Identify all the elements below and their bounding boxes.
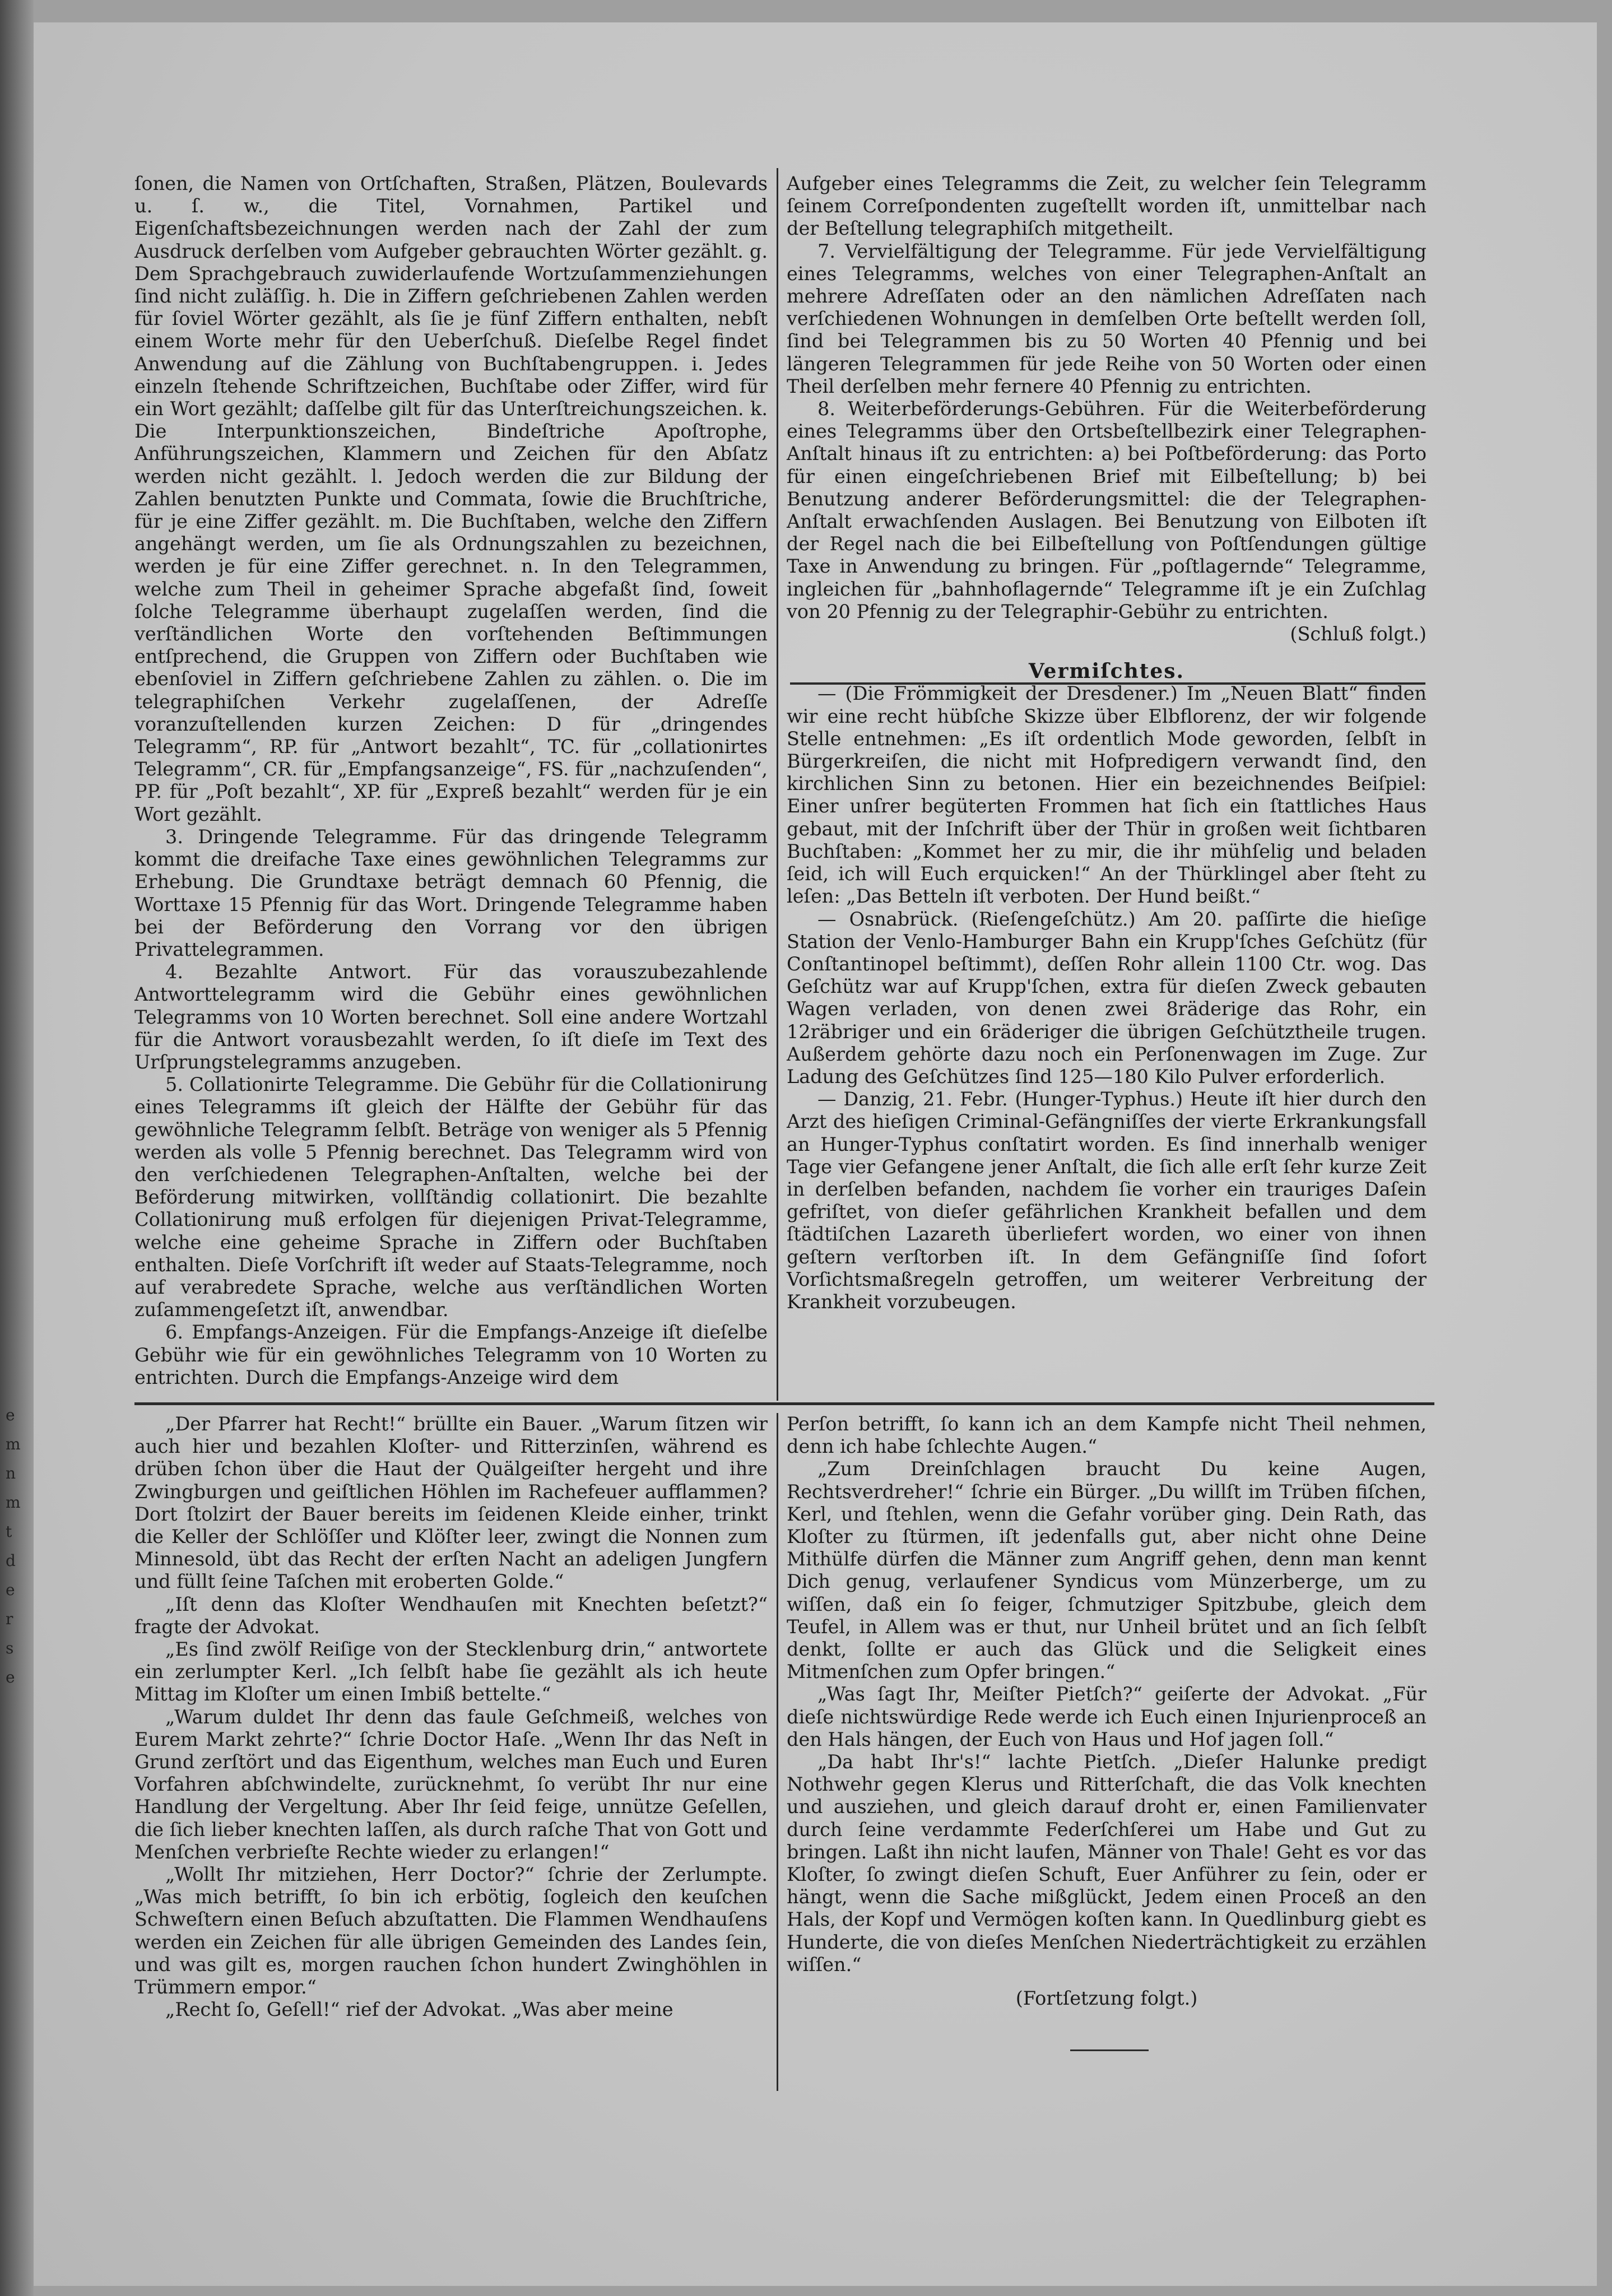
section-heading-vermischtes: Vermiſchtes.	[1028, 659, 1185, 684]
paragraph: ſonen, die Namen von Ortſchaften, Straßen, Plätzen, Boulevards u. ſ. w., die Titel, Vornahmen, Partikel und Eigenſchaftsbezeichnungen werden nach der Zahl der zum Ausdruck derſelben vom Aufgeber gebrauchten Wörter gezählt. g. Dem Sprachgebrauch zuwiderlaufende Wortzuſammenziehungen ſind nicht zuläſſig. h. Die in Ziffern geſchriebenen Zahlen werden für ſoviel Wörter gezählt, als ſie je fünf Ziffern enthalten, nebſt einem Worte mehr für den Ueberſchuß. Dieſelbe Regel findet Anwendung auf die Zählung von Buchſtabengruppen. i. Jedes einzeln ſtehende Schriftzeichen, Buchſtabe oder Ziffer, wird für ein Wort gezählt; daſſelbe gilt für das Unterſtreichungszeichen. k. Die Interpunktionszeichen, Bindeſtriche Apoſtrophe, Anführungszeichen, Klammern und Zeichen für den Abſatz werden nicht gezählt. l. Jedoch werden die zur Bildung der Zahlen benutzten Punkte und Commata, ſowie die Bruchſtriche, für je eine Ziffer gezählt. m. Die Buchſtaben, welche den Ziffern angehängt werden, um ſie als Ordnungszahlen zu bezeichnen, werden je für eine Ziffer gerechnet. n. In den Telegrammen, welche zum Theil in geheimer Sprache abgefaßt ſind, ſoweit ſolche Telegramme überhaupt zugelaſſen werden, ſind die verſtändlichen Worte den vorſtehenden Beſtimmungen entſprechend, die Gruppen von Ziffern oder Buchſtaben wie ebenſoviel in Ziffern geſchriebene Zahlen zu zählen. o. Die im telegraphiſchen Verkehr zugelaſſenen, der Adreſſe voranzuſtellenden kurzen Zeichen: D für „dringendes Telegramm“, RP. für „Antwort bezahlt“, TC. für „collationirtes Telegramm“, CR. für „Empfangsanzeige“, FS. für „nachzuſenden“, PP. für „Poſt bezahlt“, XP. für „Expreß bezahlt“ werden für je ein Wort gezählt.	[134, 173, 768, 825]
article-telegraph-fees-right	[787, 173, 1427, 1313]
news-item: — Osnabrück. (Rieſengeſchütz.) Am 20. paſſirte die hieſige Station der Venlo-Hamburger Bahn ein Krupp'ſches Geſchütz (für Conſtantinopel beſtimmt), deſſen Rohr allein 1100 Ctr. wog. Das Geſchütz war auf Krupp'ſchen, extra für dieſen Zweck gebauten Wagen verladen, von denen zwei 8räderige das Rohr, ein 12räbriger und ein 6räderiger die übrigen Geſchütztheile trugen. Außerdem gehörte dazu noch ein Perſonenwagen im Zuge. Zur Ladung des Geſchützes ſind 125—180 Kilo Pulver erforderlich.	[787, 908, 1427, 1087]
margin-letter: r	[6, 1610, 13, 1628]
serial-story-left	[134, 1413, 768, 2021]
paragraph: „Es ſind zwölf Reiſige von der Stecklenburg drin,“ antwortete ein zerlumpter Kerl. „Ich ſelbſt habe ſie gezählt als ich heute Mittag im Kloſter um einen Imbiß bettelte.“	[134, 1638, 768, 1705]
margin-letter: s	[6, 1639, 14, 1657]
paragraph: „Warum duldet Ihr denn das faule Geſchmeiß, welches von Eurem Markt zehrte?“ ſchrie Doctor Haſe. „Wenn Ihr das Neſt in Grund zerſtört und das Eigenthum, welches man Euch und Euren Vorfahren abſchwindelte, zurücknehmt, ſo verübt Ihr nur eine Handlung der Vergeltung. Aber Ihr ſeid feige, unnütze Geſellen, die ſich lieber knechten laſſen, als durch raſche That von Gott und Menſchen verbrieſte Rechte wieder zu erlangen!“	[134, 1705, 768, 1863]
margin-letter: e	[6, 1406, 15, 1424]
news-item: — Danzig, 21. Febr. (Hunger-Typhus.) Heute iſt hier durch den Arzt des hieſigen Criminal-Gefängniſſes der vierte Erkrankungsfall an Hunger-Typhus conſtatirt worden. Es ſind innerhalb weniger Tage vier Gefangene jener Anſtalt, die ſich alle erſt ſehr kurze Zeit in derſelben befanden, nachdem ſie vorher ein trauriges Daſein gefriſtet, von dieſer gefährlichen Krankheit befallen und dem ſtädtiſchen Lazareth überliefert worden, wo einer von ihnen geſtern verſtorben iſt. In dem Gefängniſſe ſind ſofort Vorſichtsmaßregeln getroffen, um weiterer Verbreitung der Krankheit vorzubeugen.	[787, 1088, 1427, 1313]
margin-letter: e	[6, 1581, 15, 1599]
paragraph: „Wollt Ihr mitziehen, Herr Doctor?“ ſchrie der Zerlumpte. „Was mich betrifft, ſo bin ich erbötig, ſogleich den keuſchen Schweſtern einen Beſuch abzuſtatten. Die Flammen Wendhauſens werden ein Zeichen für alle übrigen Gemeinden des Landes ſein, und was gilt es, morgen rauchen ſchon hundert Zwinghöhlen in Trümmern empor.“	[134, 1863, 768, 1998]
paragraph: 7. Vervielfältigung der Telegramme. Für jede Vervielfältigung eines Telegramms, welches von einer Telegraphen-Anſtalt an mehrere Adreſſaten oder an den nämlichen Adreſſaten nach verſchiedenen Wohnungen in demſelben Orte beſtellt werden ſoll, ſind bei Telegrammen bis zu 50 Worten 40 Pfennig und bei längeren Telegrammen für jede Reihe von 50 Worten oder einen Theil derſelben mehr fernere 40 Pfennig zu entrichten.	[787, 240, 1427, 397]
paragraph: 8. Weiterbeförderungs-Gebühren. Für die Weiterbeförderung eines Telegramms über den Ortsbeſtellbezirk einer Telegraphen-Anſtalt hinaus iſt zu entrichten: a) bei Poſtbeförderung: das Porto für einen eingeſchriebenen Brief mit Eilbeſtellung; b) bei Benutzung anderer Beförderungsmittel: die der Telegraphen-Anſtalt erwachſenden Auslagen. Bei Benutzung von Eilboten iſt der Regel nach die bei Eilbeſtellung von Poſtſendungen gültige Taxe in Anwendung zu bringen. Für „poſtlagernde“ Telegramme, ingleichen für „bahnhoflagernde“ Telegramme iſt je ein Zuſchlag von 20 Pfennig zu der Telegraphir-Gebühr zu entrichten.	[787, 398, 1427, 622]
paragraph: „Was ſagt Ihr, Meiſter Pietſch?“ geiſerte der Advokat. „Für dieſe nichtswürdige Rede werde ich Euch einen Injurienproceß an den Hals hängen, der Euch von Haus und Hof jagen ſoll.“	[787, 1683, 1427, 1750]
paragraph: „Iſt denn das Kloſter Wendhauſen mit Knechten beſetzt?“ fragte der Advokat.	[134, 1593, 768, 1638]
article-telegraph-fees-left	[134, 173, 768, 1389]
paragraph: „Der Pfarrer hat Recht!“ brüllte ein Bauer. „Warum ſitzen wir auch hier und bezahlen Kloſter- und Ritterzinſen, während es drüben ſchon über die Haut der Quälgeiſter hergeht und ihre Zwingburgen und geiſtlichen Höhlen im Rachefeuer aufflammen? Dort ſtolzirt der Bauer bereits im ſeidenen Kleide einher, trinkt die Keller der Schlöſſer und Klöſter leer, zwingt die Nonnen zum Minnesold, übt das Recht der erſten Nacht an adeligen Jungfern und füllt ſeine Taſchen mit eroberten Golde.“	[134, 1413, 768, 1593]
margin-letter: n	[6, 1464, 16, 1482]
paragraph: „Zum Dreinſchlagen braucht Du keine Augen, Rechtsverdreher!“ ſchrie ein Bürger. „Du willſt im Trüben fiſchen, Kerl, und ſtehlen, wenn die Gefahr vorüber ging. Dein Rath, das Kloſter zu ſtürmen, iſt jedenfalls gut, aber nicht ohne Deine Mithülfe dürfen die Männer zum Angriff gehen, denn man kennt Dich genug, verlaufener Syndicus vom Münzerberge, um zu wiſſen, daß ein ſo feiger, ſchmutziger Spitzbube, gleich dem Teufel, in Allem was er thut, nur Unheil brütet und an ſich ſelbſt denkt, ſollte er auch das Glück und die Seligkeit eines Mitmenſchen zum Opfer bringen.“	[787, 1458, 1427, 1683]
margin-letter: e	[6, 1668, 15, 1686]
serial-story-right	[787, 1413, 1427, 2010]
paragraph: Perſon betrifft, ſo kann ich an dem Kampfe nicht Theil nehmen, denn ich habe ſchlechte Augen.“	[787, 1413, 1427, 1458]
paragraph: „Recht ſo, Geſell!“ rief der Advokat. „Was aber meine	[165, 1998, 673, 2021]
end-rule	[1070, 2049, 1149, 2051]
paragraph: „Da habt Ihr's!“ lachte Pietſch. „Dieſer Halunke predigt Nothwehr gegen Klerus und Ritterſchaft, die das Volk knechten und ausziehen, und gleich darauf droht er, einen Familienvater durch ſeine verdammte Federſchſerei um Habe und Gut zu bringen. Laßt ihn nicht laufen, Männer von Thale! Geht es vor das Kloſter, ſo zwingt dieſen Schuft, Euer Anführer zu ſein, oder er hängt, wenn die Sache mißglückt, Jedem einen Proceß an den Hals, der Kopf und Vermögen koſten kann. In Quedlinburg giebt es Hunderte, die von dieſes Menſchen Niederträchtigkeit zu erzählen wiſſen.“	[787, 1751, 1427, 1976]
margin-letter: m	[6, 1435, 21, 1453]
paragraph: 3. Dringende Telegramme. Für das dringende Telegramm kommt die dreifache Taxe eines gewöhnlichen Telegramms zur Erhebung. Die Grundtaxe beträgt demnach 60 Pfennig, die Worttaxe 15 Pfennig für das Wort. Dringende Telegramme haben bei der Beförderung den Vorrang vor den übrigen Privattelegrammen.	[134, 825, 768, 960]
continuation-note: (Fortſetzung folgt.)	[1015, 1987, 1198, 2010]
margin-letter: d	[6, 1551, 16, 1570]
news-item: — (Die Frömmigkeit der Dresdener.) Im „Neuen Blatt“ finden wir eine recht hübſche Skizze über Elbflorenz, der wir folgende Stelle entnehmen: „Es iſt ordentlich Mode geworden, ſelbſt in Bürgerkreiſen, die nicht mit Hofpredigern verwandt ſind, den kirchlichen Sinn zu betonen. Hier ein bezeichnendes Beiſpiel: Einer unſrer begüterten Frommen hat ſich ein ſtattliches Haus gebaut, mit der Inſchrift über der Thür in großen weit ſichtbaren Buchſtaben: „Kommet her zu mir, die ihr mühſelig und beladen ſeid, ich will Euch erquicken!“ An der Thürklingel aber ſteht zu leſen: „Das Betteln iſt verboten. Der Hund beißt.“	[787, 682, 1427, 908]
column-divider-top	[777, 168, 778, 1401]
continuation-note: (Schluß folgt.)	[1290, 623, 1427, 645]
book-binding-edge	[0, 0, 34, 2296]
paragraph: 4. Bezahlte Antwort. Für das vorauszubezahlende Antworttelegramm wird die Gebühr eines gewöhnlichen Telegramms von 10 Worten berechnet. Soll eine andere Wortzahl für die Antwort vorausbezahlt werden, ſo iſt dieſe im Text des Urſprungstelegramms anzugeben.	[134, 961, 768, 1073]
paragraph: 5. Collationirte Telegramme. Die Gebühr für die Collationirung eines Telegramms iſt gleich der Hälfte der Gebühr für das gewöhnliche Telegramm ſelbſt. Beträge von weniger als 5 Pfennig werden als volle 5 Pfennig berechnet. Das Telegramm wird von den verſchiedenen Telegraphen-Anſtalten, welche bei der Beförderung mitwirken, vollſtändig collationirt. Die bezahlte Collationirung muß erfolgen für diejenigen Privat-Telegramme, welche eine geheime Sprache in Ziffern oder Buchſtaben enthalten. Dieſe Vorſchrift iſt weder auf Staats-Telegramme, noch auf verabredete Sprache, welche aus verſtändlichen Worten zuſammengeſetzt iſt, anwendbar.	[134, 1073, 768, 1321]
margin-letter: m	[6, 1493, 21, 1512]
section-rule-horizontal	[134, 1402, 1434, 1405]
margin-letter: t	[6, 1522, 12, 1541]
column-divider-bottom	[777, 1413, 778, 2091]
binding-margin-letters	[6, 1401, 28, 1692]
paragraph: 6. Empfangs-Anzeigen. Für die Empfangs-Anzeige iſt dieſelbe Gebühr wie für ein gewöhnliches Telegramm von 10 Worten zu entrichten. Durch die Empfangs-Anzeige wird dem	[134, 1321, 768, 1388]
paragraph: Aufgeber eines Telegramms die Zeit, zu welcher ſein Telegramm ſeinem Correſpondenten zugeſtellt worden iſt, unmittelbar nach der Beſtellung telegraphiſch mitgetheilt.	[787, 173, 1427, 240]
